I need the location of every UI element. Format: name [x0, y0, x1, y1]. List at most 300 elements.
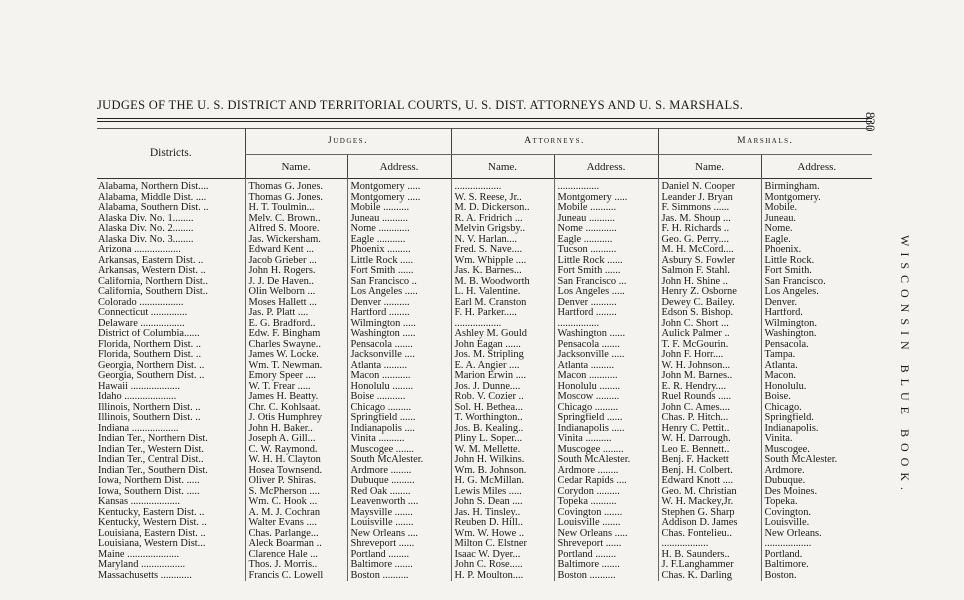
attorney-address-cell: San Francisco ... — [554, 277, 658, 288]
judge-name-cell: Jas. Wickersham. — [245, 235, 347, 246]
marshal-address-cell: Hartford. — [761, 308, 872, 319]
attorney-address-cell: New Orleans ..... — [554, 529, 658, 540]
attorney-address-cell: Portland ........ — [554, 550, 658, 561]
marshal-address-cell: Muscogee. — [761, 445, 872, 456]
attorney-address-cell: Indianapolis ..... — [554, 424, 658, 435]
marshal-name-cell: E. R. Hendry.... — [658, 382, 761, 393]
marshal-address-cell: Des Moines. — [761, 487, 872, 498]
district-cell: Iowa, Northern Dist. ..... — [98, 476, 200, 486]
district-cell: Illinois, Southern Dist. .. — [98, 413, 201, 423]
attorneys-header: Attorneys. — [451, 128, 658, 155]
attorney-name-cell: Wm. Whipple .... — [451, 256, 554, 267]
attorney-address-cell: Los Angeles ..... — [554, 287, 658, 298]
attorney-address-cell: Jacksonville ..... — [554, 350, 658, 361]
marshal-name-cell: John H. Shine .. — [658, 277, 761, 288]
district-cell: Idaho .................... — [98, 392, 177, 402]
table-row — [97, 476, 872, 487]
district-cell: Louisiana, Eastern Dist. .. — [98, 528, 206, 539]
marshal-address-cell: Indianapolis. — [761, 424, 872, 435]
judge-name-cell: Wm. C. Hook ... — [245, 497, 347, 508]
judge-address-cell: Phoenix ......... — [347, 245, 451, 256]
attorney-name-cell: John Eagan ...... — [451, 340, 554, 351]
marshal-address-cell: Mobile. — [761, 203, 872, 214]
marshal-address-cell: Topeka. — [761, 497, 872, 508]
table-row — [97, 193, 872, 204]
judge-address-cell: Jacksonville .... — [347, 350, 451, 361]
district-cell: Kentucky, Eastern Dist. .. — [98, 507, 205, 518]
judge-name-cell: Alfred S. Moore. — [245, 224, 347, 235]
marshal-address-cell: San Francisco. — [761, 277, 872, 288]
district-cell: Alaska Div. No. 2........ — [98, 224, 194, 234]
attorney-name-cell: John C. Rose..... — [451, 560, 554, 571]
judge-name-cell: Joseph A. Gill... — [245, 434, 347, 445]
marshal-name-cell: Daniel N. Cooper — [658, 178, 761, 193]
marshal-address-cell: New Orleans. — [761, 529, 872, 540]
attorney-address-cell: Cedar Rapids .... — [554, 476, 658, 487]
marshal-name-cell: Addison D. James — [658, 518, 761, 529]
marshal-name-cell: W. H. Mackey,Jr. — [658, 497, 761, 508]
judge-name-cell: Thos. J. Morris.. — [245, 560, 347, 571]
attorney-address-cell: Louisville ....... — [554, 518, 658, 529]
running-head-side: WISCONSIN BLUE BOOK. — [898, 235, 912, 496]
attorney-address-cell: ................ — [554, 319, 658, 330]
judge-address-cell: Wilmington ..... — [347, 319, 451, 330]
table-row — [97, 508, 872, 519]
district-cell: Connecticut .............. — [98, 308, 188, 318]
attorney-address-cell: South McAlester. — [554, 455, 658, 466]
judge-address-cell: Atlanta ......... — [347, 361, 451, 372]
marshal-name-cell: F. H. Richards .. — [658, 224, 761, 235]
attorney-name-cell: Rob. V. Cozier .. — [451, 392, 554, 403]
district-cell: Maryland ................. — [98, 560, 186, 570]
attorney-name-cell: R. A. Fridrich ... — [451, 214, 554, 225]
attorney-address-cell: Macon ........... — [554, 371, 658, 382]
attorney-name-cell: M. B. Woodworth — [451, 277, 554, 288]
judge-address-cell: Chicago ......... — [347, 403, 451, 414]
judge-address-cell: Boston .......... — [347, 571, 451, 582]
table-row — [97, 455, 872, 466]
attorney-address-cell: Juneau .......... — [554, 214, 658, 225]
judge-address-cell: South McAlester. — [347, 455, 451, 466]
marshals-header: Marshals. — [658, 128, 872, 155]
judge-name-cell: Melv. C. Brown.. — [245, 214, 347, 225]
district-cell: Florida, Northern Dist. .. — [98, 339, 202, 350]
district-cell: Kansas ................... — [98, 497, 180, 507]
attorney-name-cell: W. M. Mellette. — [451, 445, 554, 456]
marshal-name-cell: Henry C. Pettit.. — [658, 424, 761, 435]
table-row — [97, 445, 872, 456]
marshal-name-cell: Geo. G. Perry.... — [658, 235, 761, 246]
judge-name-cell: J. Otis Humphrey — [245, 413, 347, 424]
judge-name-cell: Olin Welborn ... — [245, 287, 347, 298]
marshal-name-cell: T. F. McGourin. — [658, 340, 761, 351]
marshal-address-cell: Boston. — [761, 571, 872, 582]
marshal-name-cell: H. B. Saunders.. — [658, 550, 761, 561]
judge-address-cell: San Francisco .. — [347, 277, 451, 288]
attorney-name-cell: Fred. S. Nave.... — [451, 245, 554, 256]
table-body — [97, 178, 872, 581]
attorney-address-cell: Boston .......... — [554, 571, 658, 582]
marshal-address-cell: Chicago. — [761, 403, 872, 414]
attorney-name-cell: Milton C. Elstner — [451, 539, 554, 550]
marshal-address-cell: Atlanta. — [761, 361, 872, 372]
marshal-name-cell: Chas. Fontelieu.. — [658, 529, 761, 540]
marshal-address-cell: Eagle. — [761, 235, 872, 246]
marshal-address-cell: Washington. — [761, 329, 872, 340]
marshal-address-cell: Springfield. — [761, 413, 872, 424]
judge-name-cell: Walter Evans .... — [245, 518, 347, 529]
marshal-name-cell: Henry Z. Osborne — [658, 287, 761, 298]
district-cell: Hawaii ................... — [98, 381, 180, 392]
table-row — [97, 392, 872, 403]
judge-address-cell: Portland ........ — [347, 550, 451, 561]
district-cell: Indiana .................. — [98, 423, 179, 434]
district-cell: Georgia, Northern Dist. .. — [98, 360, 205, 371]
attorney-name-cell: Lewis Miles ..... — [451, 487, 554, 498]
table-row — [97, 424, 872, 435]
table-row — [97, 256, 872, 267]
marshal-name-cell: Jas. M. Shoup ... — [658, 214, 761, 225]
judge-name-cell: W. H. H. Clayton — [245, 455, 347, 466]
attorney-address-cell: Atlanta ......... — [554, 361, 658, 372]
judge-name-cell: John H. Baker.. — [245, 424, 347, 435]
table-row — [97, 178, 872, 193]
district-cell: Arizona .................. — [98, 245, 181, 255]
marshal-name-cell: F. Simmons ...... — [658, 203, 761, 214]
judge-address-cell: Dubuque ......... — [347, 476, 451, 487]
table-row — [97, 350, 872, 361]
district-cell: Arkansas, Eastern Dist. .. — [98, 255, 204, 266]
page-number: 830 — [863, 112, 878, 132]
district-cell: Arkansas, Western Dist. .. — [98, 266, 206, 276]
judge-name-cell: Thomas G. Jones. — [245, 193, 347, 204]
marshal-name-cell: Aulick Palmer .. — [658, 329, 761, 340]
judge-address-cell: Maysville ....... — [347, 508, 451, 519]
judge-address-cell: Montgomery ..... — [347, 193, 451, 204]
marshal-address-cell: Dubuque. — [761, 476, 872, 487]
attorney-name-cell: N. V. Harlan.... — [451, 235, 554, 246]
district-cell: California, Southern Dist.. — [98, 287, 208, 297]
table-row — [97, 497, 872, 508]
attorney-address-cell: Topeka .......... — [554, 497, 658, 508]
district-cell: Iowa, Southern Dist. ..... — [98, 486, 200, 497]
table-row — [97, 277, 872, 288]
table-row — [97, 371, 872, 382]
judge-name-cell: Aleck Boarman .. — [245, 539, 347, 550]
table-row — [97, 550, 872, 561]
judge-address-cell: Shreveport ...... — [347, 539, 451, 550]
judge-name-cell: Chr. C. Kohlsaat. — [245, 403, 347, 414]
district-cell: Georgia, Southern Dist. .. — [98, 371, 205, 381]
marshal-name-cell: Benj. F. Hackett — [658, 455, 761, 466]
table-row — [97, 571, 872, 582]
judge-address-cell: Muscogee ....... — [347, 445, 451, 456]
judge-name-cell: Jacob Grieber ... — [245, 256, 347, 267]
table-row — [97, 487, 872, 498]
district-cell: California, Northern Dist.. — [98, 276, 208, 287]
marshal-address-cell: Nome. — [761, 224, 872, 235]
attorney-name-cell: Jos. M. Stripling — [451, 350, 554, 361]
district-cell: Indian Ter., Western Dist. — [98, 444, 204, 455]
title-rule-bottom — [97, 121, 872, 122]
table-row — [97, 340, 872, 351]
judge-name-cell: Emory Speer .... — [245, 371, 347, 382]
table-row — [97, 214, 872, 225]
marshal-name-cell: Edson S. Bishop. — [658, 308, 761, 319]
district-cell: Colorado ................. — [98, 297, 184, 308]
marshal-name-cell: John C. Ames.... — [658, 403, 761, 414]
judge-name-cell: A. M. J. Cochran — [245, 508, 347, 519]
judge-name-cell: Wm. T. Newman. — [245, 361, 347, 372]
marshal-name-cell: W. H. Darrough. — [658, 434, 761, 445]
table-row — [97, 361, 872, 372]
marshal-address-cell: Denver. — [761, 298, 872, 309]
marshal-address-cell: Baltimore. — [761, 560, 872, 571]
marshal-address-cell: Vinita. — [761, 434, 872, 445]
judge-name-cell: Chas. Parlange... — [245, 529, 347, 540]
districts-header: Districts. — [149, 147, 192, 159]
judge-name-cell: Charles Swayne.. — [245, 340, 347, 351]
judges-header: Judges. — [245, 128, 451, 155]
district-cell: Louisiana, Western Dist... — [98, 539, 206, 549]
judge-name-cell: E. G. Bradford.. — [245, 319, 347, 330]
attorney-name-cell: Jos. J. Dunne.... — [451, 382, 554, 393]
table-row — [97, 329, 872, 340]
judge-address-cell: Washington ..... — [347, 329, 451, 340]
judge-address-cell: Springfield ...... — [347, 413, 451, 424]
attorney-name-cell: Sol. H. Bethea... — [451, 403, 554, 414]
attorney-name-cell: Earl M. Cranston — [451, 298, 554, 309]
judge-name-cell: Francis C. Lowell — [245, 571, 347, 582]
judge-address-cell: Pensacola ....... — [347, 340, 451, 351]
district-cell: Florida, Southern Dist. .. — [98, 350, 202, 360]
marshal-address-cell: Fort Smith. — [761, 266, 872, 277]
attorney-address-cell: Ardmore ........ — [554, 466, 658, 477]
table-row — [97, 319, 872, 330]
judge-name-cell: James W. Locke. — [245, 350, 347, 361]
attorney-name-header: Name. — [451, 155, 554, 179]
judge-address-cell: Baltimore ....... — [347, 560, 451, 571]
judge-address-cell: Fort Smith ...... — [347, 266, 451, 277]
attorney-address-cell: Chicago ......... — [554, 403, 658, 414]
attorney-address-cell: Shreveport ...... — [554, 539, 658, 550]
district-cell: Delaware ................. — [98, 318, 185, 329]
judge-name-cell: Moses Hallett ... — [245, 298, 347, 309]
attorney-name-cell: E. A. Angier .... — [451, 361, 554, 372]
judge-address-cell: Macon ........... — [347, 371, 451, 382]
attorney-address-cell: Honolulu ........ — [554, 382, 658, 393]
marshal-name-cell: Edward Knott .... — [658, 476, 761, 487]
judge-name-cell: John H. Rogers. — [245, 266, 347, 277]
marshal-name-cell: W. H. Johnson... — [658, 361, 761, 372]
table-row — [97, 529, 872, 540]
judge-name-cell: Oliver P. Shiras. — [245, 476, 347, 487]
marshal-name-cell: .................. — [658, 539, 761, 550]
marshal-name-cell: Benj. H. Colbert. — [658, 466, 761, 477]
marshal-name-cell: Leo E. Bennett.. — [658, 445, 761, 456]
judge-address-cell: Little Rock ..... — [347, 256, 451, 267]
marshal-address-cell: Wilmington. — [761, 319, 872, 330]
attorney-name-cell: Jos. B. Kealing.. — [451, 424, 554, 435]
attorney-address-header: Address. — [554, 155, 658, 179]
judge-address-cell: Los Angeles ..... — [347, 287, 451, 298]
district-cell: Alabama, Northern Dist.... — [98, 181, 209, 192]
marshal-address-cell: South McAlester. — [761, 455, 872, 466]
table-row — [97, 203, 872, 214]
judge-name-cell: James H. Beatty. — [245, 392, 347, 403]
marshal-name-cell: Dewey C. Bailey. — [658, 298, 761, 309]
attorney-name-cell: Reuben D. Hill.. — [451, 518, 554, 529]
judge-address-cell: Leavenworth .... — [347, 497, 451, 508]
judge-name-cell: C. W. Raymond. — [245, 445, 347, 456]
attorney-name-cell: Wm. B. Johnson. — [451, 466, 554, 477]
marshal-address-cell: .................. — [761, 539, 872, 550]
marshal-address-cell: Covington. — [761, 508, 872, 519]
attorney-name-cell: Isaac W. Dyer... — [451, 550, 554, 561]
district-cell: Kentucky, Western Dist. .. — [98, 518, 207, 528]
district-cell: Alabama, Southern Dist. .. — [98, 203, 209, 213]
table-row — [97, 466, 872, 477]
judge-name-cell: Edward Kent ... — [245, 245, 347, 256]
marshal-address-cell: Macon. — [761, 371, 872, 382]
marshal-name-cell: Leander J. Bryan — [658, 193, 761, 204]
page-title: JUDGES OF THE U. S. DISTRICT AND TERRITORIAL COURTS, U. S. DIST. ATTORNEYS AND U. S. MARSHALS. — [97, 98, 744, 112]
attorney-address-cell: ................ — [554, 178, 658, 193]
judge-address-cell: Ardmore ........ — [347, 466, 451, 477]
marshal-name-cell: Ruel Rounds ..... — [658, 392, 761, 403]
district-cell: Indian Ter., Northern Dist. — [98, 434, 208, 444]
judge-name-cell: S. McPherson .... — [245, 487, 347, 498]
attorney-address-cell: Montgomery ..... — [554, 193, 658, 204]
attorney-name-cell: Wm. W. Howe .. — [451, 529, 554, 540]
attorney-name-cell: Ashley M. Gould — [451, 329, 554, 340]
marshal-name-cell: Stephen G. Sharp — [658, 508, 761, 519]
district-cell: District of Columbia...... — [98, 329, 200, 339]
attorney-name-cell: .................. — [451, 178, 554, 193]
marshal-address-cell: Pensacola. — [761, 340, 872, 351]
judge-address-cell: Honolulu ........ — [347, 382, 451, 393]
judge-address-cell: Boise ........... — [347, 392, 451, 403]
attorney-address-cell: Vinita .......... — [554, 434, 658, 445]
judge-name-cell: Jas. P. Platt .... — [245, 308, 347, 319]
attorney-name-cell: M. D. Dickerson.. — [451, 203, 554, 214]
marshal-address-cell: Honolulu. — [761, 382, 872, 393]
title-rule-top — [97, 118, 872, 119]
judge-name-cell: Hosea Townsend. — [245, 466, 347, 477]
attorney-name-cell: John H. Wilkins. — [451, 455, 554, 466]
marshal-name-cell: John F. Horr.... — [658, 350, 761, 361]
marshal-name-cell: John C. Short ... — [658, 319, 761, 330]
marshal-address-cell: Portland. — [761, 550, 872, 561]
table-row — [97, 287, 872, 298]
judge-address-cell: Hartford ........ — [347, 308, 451, 319]
attorney-address-cell: Denver .......... — [554, 298, 658, 309]
district-cell: Maine .................... — [98, 549, 180, 560]
marshal-address-cell: Tampa. — [761, 350, 872, 361]
judge-name-cell: W. T. Frear ..... — [245, 382, 347, 393]
district-cell: Indian Ter., Southern Dist. — [98, 465, 208, 476]
marshal-address-cell: Boise. — [761, 392, 872, 403]
attorney-name-cell: Jas. H. Tinsley.. — [451, 508, 554, 519]
marshal-address-cell: Los Angeles. — [761, 287, 872, 298]
marshal-name-cell: Asbury S. Fowler — [658, 256, 761, 267]
district-cell: Alaska Div. No. 1........ — [98, 213, 194, 224]
marshal-name-cell: J. F.Langhammer — [658, 560, 761, 571]
table-row — [97, 298, 872, 309]
attorney-address-cell: Hartford ........ — [554, 308, 658, 319]
table-row — [97, 413, 872, 424]
attorney-address-cell: Baltimore ....... — [554, 560, 658, 571]
judge-address-cell: Indianapolis .... — [347, 424, 451, 435]
attorney-name-cell: T. Worthington.. — [451, 413, 554, 424]
marshal-address-cell: Louisville. — [761, 518, 872, 529]
district-cell: Massachusetts ............ — [98, 570, 192, 581]
judge-address-cell: Vinita .......... — [347, 434, 451, 445]
attorney-address-cell: Mobile .......... — [554, 203, 658, 214]
table-row — [97, 518, 872, 529]
attorney-address-cell: Corydon ......... — [554, 487, 658, 498]
table-row — [97, 403, 872, 414]
marshal-address-cell: Phoenix. — [761, 245, 872, 256]
judge-address-cell: Eagle ........... — [347, 235, 451, 246]
judge-name-cell: Edw. F. Bingham — [245, 329, 347, 340]
attorney-name-cell: F. H. Parker..... — [451, 308, 554, 319]
attorney-address-cell: Muscogee ........ — [554, 445, 658, 456]
attorney-name-cell: L. H. Valentine. — [451, 287, 554, 298]
district-cell: Illinois, Northern Dist. .. — [98, 402, 201, 413]
attorney-address-cell: Springfield ...... — [554, 413, 658, 424]
judge-name-cell: Thomas G. Jones. — [245, 178, 347, 193]
marshal-name-cell: John M. Barnes.. — [658, 371, 761, 382]
table-row — [97, 434, 872, 445]
judge-address-cell: Red Oak ........ — [347, 487, 451, 498]
attorney-address-cell: Nome ............ — [554, 224, 658, 235]
marshal-name-cell: Geo. M. Christian — [658, 487, 761, 498]
marshal-name-cell: Chas. P. Hitch... — [658, 413, 761, 424]
attorney-address-cell: Little Rock ...... — [554, 256, 658, 267]
attorney-address-cell: Moscow ......... — [554, 392, 658, 403]
table-row — [97, 235, 872, 246]
attorney-name-cell: .................. — [451, 319, 554, 330]
marshal-name-cell: Salmon F. Stahl. — [658, 266, 761, 277]
district-cell: Indian Ter., Central Dist.. — [98, 455, 204, 465]
judge-name-cell: J. J. De Haven.. — [245, 277, 347, 288]
marshal-name-cell: M. H. McCord.... — [658, 245, 761, 256]
table-row — [97, 308, 872, 319]
attorney-name-cell: H. G. McMillan. — [451, 476, 554, 487]
table-row — [97, 224, 872, 235]
table-row — [97, 382, 872, 393]
table-row — [97, 539, 872, 550]
attorney-address-cell: Washington ...... — [554, 329, 658, 340]
marshal-address-cell: Birmingham. — [761, 178, 872, 193]
table-row — [97, 266, 872, 277]
table-row — [97, 560, 872, 571]
judge-name-header: Name. — [245, 155, 347, 179]
attorney-name-cell: Pliny L. Soper... — [451, 434, 554, 445]
district-cell: Alabama, Middle Dist. .... — [98, 192, 207, 203]
attorney-address-cell: Tucson .......... — [554, 245, 658, 256]
attorney-address-cell: Eagle ........... — [554, 235, 658, 246]
attorney-name-cell: Marion Erwin .... — [451, 371, 554, 382]
table-row — [97, 245, 872, 256]
judge-address-cell: Denver .......... — [347, 298, 451, 309]
attorney-address-cell: Fort Smith ...... — [554, 266, 658, 277]
marshal-address-header: Address. — [761, 155, 872, 179]
judge-address-cell: Montgomery ..... — [347, 178, 451, 193]
marshal-name-cell: Chas. K. Darling — [658, 571, 761, 582]
marshal-address-cell: Ardmore. — [761, 466, 872, 477]
